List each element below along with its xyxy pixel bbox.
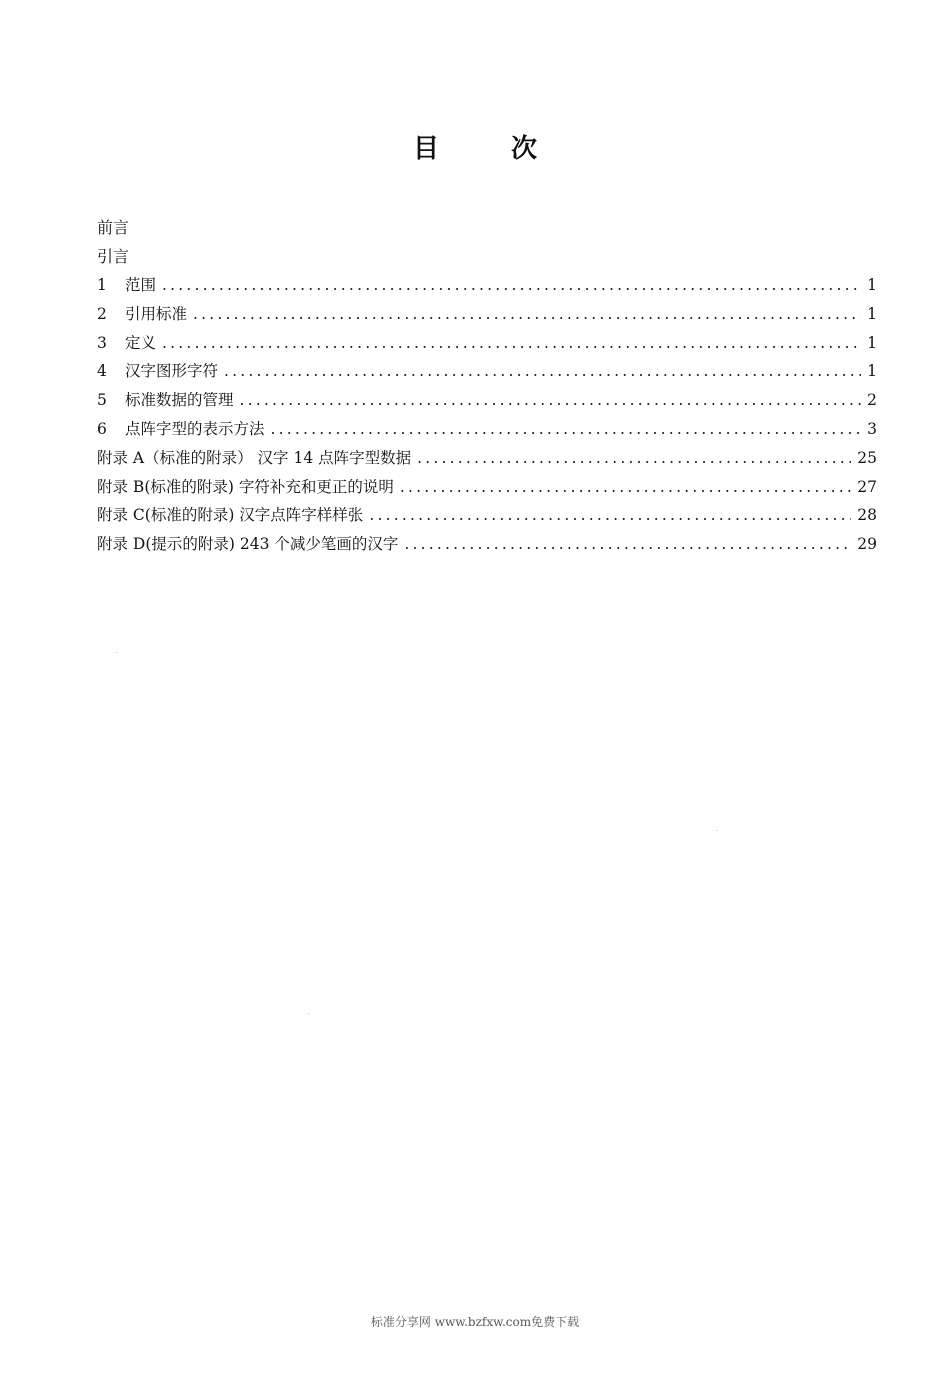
toc-page-number: 1 — [867, 333, 877, 352]
toc-appendix-c[interactable] — [97, 501, 877, 530]
toc-entry-number: 3 — [97, 333, 107, 352]
toc-entry-number: 5 — [97, 391, 107, 410]
toc-appendix-a[interactable] — [97, 444, 877, 473]
toc-page-number: 3 — [867, 419, 877, 438]
toc-appendix-d[interactable] — [97, 530, 877, 559]
toc-page-number: 1 — [867, 304, 877, 323]
toc-page-number: 29 — [857, 535, 877, 554]
toc-entry-number: 1 — [97, 276, 107, 294]
toc-dot-leader — [400, 473, 851, 502]
toc-page-number: 1 — [867, 276, 877, 294]
toc-entry-title: 点阵字型的表示方法 — [125, 419, 265, 438]
toc-appendix-title: 附录 D(提示的附录) 243 个减少笔画的汉字 — [97, 535, 399, 554]
toc-dot-leader — [271, 415, 861, 444]
toc-front-matter-foreword[interactable]: 前言 — [97, 218, 130, 237]
table-of-contents — [97, 214, 877, 559]
toc-entry-number: 4 — [97, 362, 107, 381]
scan-speck — [308, 1013, 309, 1014]
toc-entry-number: 6 — [97, 419, 107, 438]
page-footer-watermark: 标准分享网 www.bzfxw.com免费下载 — [370, 1315, 580, 1329]
toc-entry-title: 引用标准 — [125, 304, 188, 323]
scan-speck — [716, 830, 717, 831]
toc-entry-dot-matrix-representation[interactable] — [97, 415, 877, 444]
toc-dot-leader — [224, 357, 861, 386]
toc-page-number: 25 — [857, 448, 877, 467]
toc-page-number: 28 — [857, 506, 877, 525]
toc-appendix-title: 附录 B(标准的附录) 字符补充和更正的说明 — [97, 477, 394, 496]
toc-dot-leader — [369, 501, 851, 530]
toc-dot-leader — [193, 300, 861, 329]
toc-appendix-title: 附录 A（标准的附录） 汉字 14 点阵字型数据 — [97, 448, 412, 467]
toc-page-number: 2 — [867, 391, 877, 410]
toc-dot-leader — [240, 386, 861, 415]
toc-entry-data-management[interactable] — [97, 386, 877, 415]
toc-appendix-b[interactable] — [97, 473, 877, 502]
toc-page-number: 1 — [867, 362, 877, 381]
toc-entry-scope[interactable] — [97, 271, 877, 300]
toc-dot-leader — [162, 271, 861, 300]
toc-front-matter-introduction[interactable]: 引言 — [97, 246, 130, 266]
toc-dot-leader — [417, 444, 851, 473]
toc-entry-title: 标准数据的管理 — [125, 391, 234, 410]
toc-dot-leader — [404, 530, 851, 559]
toc-entry-title: 定义 — [125, 333, 157, 352]
toc-page-number: 27 — [857, 477, 877, 496]
toc-entry-title: 汉字图形字符 — [125, 362, 219, 381]
toc-entry-number: 2 — [97, 304, 107, 323]
toc-entry-graphic-characters[interactable] — [97, 357, 877, 386]
toc-entry-definitions[interactable] — [97, 329, 877, 358]
toc-appendix-title: 附录 C(标准的附录) 汉字点阵字样样张 — [97, 506, 364, 525]
scan-speck — [116, 652, 117, 653]
toc-entry-normative-references[interactable] — [97, 300, 877, 329]
toc-entry-title: 范围 — [125, 276, 157, 294]
page-title: 目次 — [412, 134, 609, 164]
toc-dot-leader — [162, 329, 861, 358]
